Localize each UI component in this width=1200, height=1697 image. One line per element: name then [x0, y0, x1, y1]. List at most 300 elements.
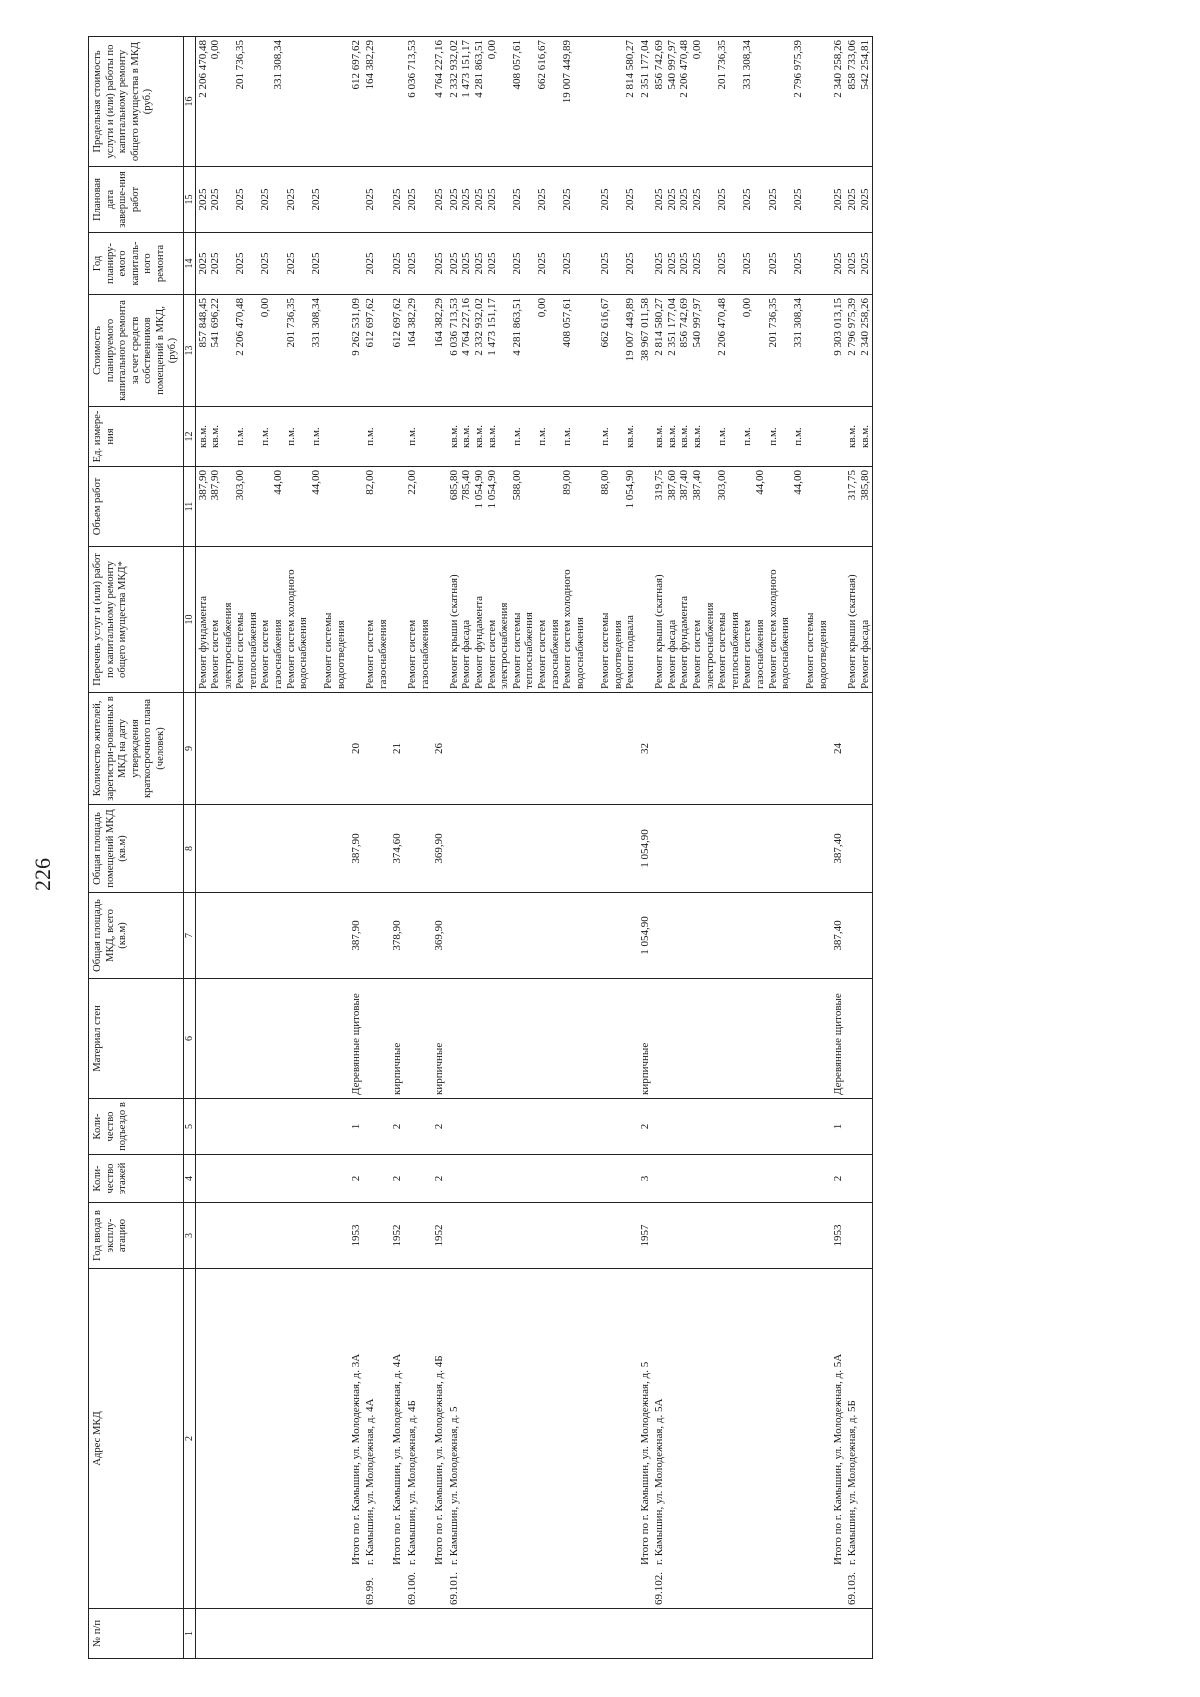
cell-line [498, 410, 511, 463]
cell-line: 2 206 470,48 [234, 298, 247, 356]
wall-material: кирпичные [432, 979, 447, 1099]
cell-line: 2 814 580,27 [624, 40, 637, 98]
cell-line [574, 236, 587, 291]
cell-line: Ремонт систем газоснабжения [259, 619, 285, 689]
cell-line [754, 236, 767, 291]
cell-line: кв.м. [460, 425, 473, 448]
cell-line [549, 236, 562, 291]
cell-line: 2025 [406, 188, 418, 211]
cell-line: 19 007 449,89 [561, 40, 574, 104]
cell-line: 6 036 713,53 [447, 298, 460, 356]
planned-cost [638, 295, 653, 407]
works-list [390, 547, 405, 693]
row-number-cell [652, 1609, 830, 1659]
table-row [349, 37, 364, 1659]
cell-line [498, 470, 511, 543]
column-header-11: Объем работ [89, 467, 184, 547]
cell-line: 2025 [406, 252, 418, 275]
total-area [363, 893, 390, 979]
cell-line: 164 382,29 [433, 298, 446, 348]
cell-line: кв.м. [846, 425, 859, 448]
cell-line: 0,00 [485, 40, 498, 60]
address: г. Камышин, ул. Молодежная, д. 4Б [406, 1400, 418, 1565]
cell-line: Ремонт фундамента [678, 595, 691, 689]
address-cell [638, 1269, 653, 1609]
completion-year [405, 167, 432, 233]
cell-line: Ремонт системы теплоснабжения [510, 612, 536, 689]
cell-line: кв.м. [858, 425, 871, 448]
cell-line [574, 470, 587, 543]
cell-line [779, 410, 792, 463]
column-number-9: 9 [183, 693, 195, 805]
total-area [652, 893, 830, 979]
cell-line [704, 470, 717, 543]
cell-line: 164 382,29 [364, 40, 377, 90]
cell-line: 44,00 [272, 470, 285, 495]
unit [195, 407, 349, 467]
column-header-9: Количество жителей, зарегистри-рованных в МКД на дату утверждения краткосрочного плана (человек) [89, 693, 184, 805]
address: Итого по г. Камышин, ул. Молодежная, д. 5 [638, 1361, 651, 1565]
cell-line [767, 470, 780, 543]
completion-year [390, 167, 405, 233]
cell-line: Ремонт систем холодного водоснабжения [284, 569, 310, 689]
cell-line: 2025 [691, 188, 704, 211]
cell-line: Ремонт систем электроснабжения [485, 602, 511, 689]
row-number: 69.103. [846, 1572, 859, 1605]
cell-line: 2025 [653, 252, 666, 275]
column-number-2: 2 [183, 1269, 195, 1609]
cell-line: п.м. [535, 427, 548, 446]
address-cell [390, 1269, 405, 1609]
cell-line: Ремонт системы водоотведения [598, 612, 624, 689]
planned-year [638, 233, 653, 295]
entrances-count: 1 [831, 1099, 846, 1155]
column-header-8: Общая площадь помещений МКД (кв.м) [89, 805, 184, 893]
cell-line: Ремонт фасада [460, 619, 473, 689]
cell-line: 2 796 975,39 [846, 298, 859, 356]
cell-line: 540 997,97 [665, 40, 678, 90]
cell-line [247, 470, 260, 543]
residents-count: 21 [390, 693, 405, 805]
commissioning-year [447, 1203, 638, 1269]
completion-year [363, 167, 390, 233]
cell-line [754, 170, 767, 229]
cell-line: 2025 [846, 188, 859, 211]
table-row [831, 37, 846, 1659]
commissioning-year: 1952 [390, 1203, 405, 1269]
entrances-count [405, 1099, 432, 1155]
column-number-13: 13 [183, 295, 195, 407]
cell-line: 2025 [284, 252, 297, 275]
commissioning-year: 1957 [638, 1203, 653, 1269]
cell-line [498, 236, 511, 291]
cell-line: 857 848,45 [196, 298, 209, 348]
cell-line: 0,00 [691, 40, 704, 60]
cell-line: кв.м. [472, 425, 485, 448]
cell-line: 2025 [535, 188, 548, 211]
cell-line [285, 40, 298, 163]
residents-count [195, 693, 349, 805]
cell-line: 0,00 [209, 40, 222, 60]
cell-line: п.м. [716, 427, 729, 446]
limit-cost [363, 37, 390, 167]
cell-line: 2025 [653, 188, 666, 211]
total-area: 369,90 [432, 893, 447, 979]
cell-line: 2025 [391, 188, 404, 211]
cell-line [222, 236, 235, 291]
cell-line [586, 298, 599, 403]
premises-area [845, 805, 873, 893]
cell-line [523, 170, 536, 229]
planned-year [363, 233, 390, 295]
cell-line [549, 170, 562, 229]
cell-line: Ремонт фундамента [196, 595, 209, 689]
work-volume [638, 467, 653, 547]
cell-line [297, 298, 310, 403]
limit-cost [349, 37, 364, 167]
table-row [845, 37, 873, 1659]
cell-line [704, 170, 717, 229]
cell-line [549, 40, 562, 163]
total-area [845, 893, 873, 979]
cell-line [729, 236, 742, 291]
table-row [390, 37, 405, 1659]
cell-line: Ремонт систем газоснабжения [535, 619, 561, 689]
cell-line [523, 410, 536, 463]
cell-line: 317,75 [846, 470, 859, 501]
cell-line: 858 733,06 [846, 40, 859, 90]
cell-line [222, 40, 235, 163]
work-volume [447, 467, 638, 547]
cell-line: 2 351 177,04 [638, 40, 651, 98]
row-number-cell [831, 1609, 846, 1659]
planned-cost [405, 295, 432, 407]
entrances-count: 2 [390, 1099, 405, 1155]
cell-line: п.м. [561, 427, 574, 446]
cell-line: 2025 [433, 188, 446, 211]
table-row [447, 37, 638, 1659]
floors-count: 2 [432, 1155, 447, 1203]
cell-line [779, 236, 792, 291]
completion-year [447, 167, 638, 233]
cell-line: 9 303 013,15 [831, 298, 844, 356]
column-number-4: 4 [183, 1155, 195, 1203]
commissioning-year [405, 1203, 432, 1269]
planned-year [831, 233, 846, 295]
cell-line: Ремонт систем газоснабжения [406, 619, 431, 689]
cell-line [259, 470, 272, 543]
cell-line [285, 470, 298, 543]
wall-material: кирпичные [638, 979, 653, 1099]
unit [405, 407, 432, 467]
cell-line: 89,00 [561, 470, 574, 495]
wall-material: Деревянные щитовые [349, 979, 364, 1099]
planned-year [845, 233, 873, 295]
cell-line: 542 254,81 [858, 40, 871, 90]
cell-line [612, 410, 625, 463]
cell-line: Ремонт фундамента [472, 595, 485, 689]
cell-line [754, 298, 767, 403]
row-number-cell [195, 1609, 349, 1659]
residents-count [652, 693, 830, 805]
row-number: 69.99. [364, 1577, 377, 1605]
cell-line [523, 470, 536, 543]
premises-area: 387,40 [831, 805, 846, 893]
column-number-11: 11 [183, 467, 195, 547]
cell-line: 0,00 [535, 298, 548, 318]
cell-line [586, 236, 599, 291]
planned-cost [831, 295, 846, 407]
cell-line: кв.м. [196, 425, 209, 448]
row-number-cell [845, 1609, 873, 1659]
cell-line: 2025 [741, 252, 754, 275]
cell-line: п.м. [598, 427, 611, 446]
cell-line: 2025 [460, 188, 473, 211]
cell-line: 38 967 011,58 [638, 298, 651, 361]
cell-line: кв.м. [691, 425, 704, 448]
cell-line: 22,00 [406, 470, 418, 495]
cell-line: 2025 [284, 188, 297, 211]
works-list [195, 547, 349, 693]
cell-line: 2 206 470,48 [678, 40, 691, 98]
cell-line: 2025 [858, 188, 871, 211]
cell-line: 2 814 580,27 [653, 298, 666, 356]
cell-line: 303,00 [234, 470, 247, 501]
cell-line: 662 616,67 [598, 298, 611, 348]
cell-line [247, 298, 260, 403]
cell-line: 387,90 [209, 470, 222, 501]
table-row [652, 37, 830, 1659]
cell-line [297, 410, 310, 463]
cell-line: 2025 [209, 188, 222, 211]
cell-line [297, 470, 310, 543]
cell-line: 2 351 177,04 [665, 298, 678, 356]
address-cell [652, 1269, 830, 1609]
cell-line: 387,90 [196, 470, 209, 501]
cell-line: 2025 [624, 188, 637, 211]
floors-count: 2 [390, 1155, 405, 1203]
work-volume [363, 467, 390, 547]
cell-line [310, 40, 323, 163]
cell-line: 2025 [716, 252, 729, 275]
planned-cost [447, 295, 638, 407]
planned-cost [349, 295, 364, 407]
column-header-16: Предельная стоимость услуги и (или) работы по капитальному ремонту общего имущества в МКД (руб.) [89, 37, 184, 167]
cell-line [574, 40, 587, 163]
entrances-count [652, 1099, 830, 1155]
cell-line [297, 236, 310, 291]
row-number-cell [363, 1609, 390, 1659]
address-cell [831, 1269, 846, 1609]
cell-line: 785,40 [460, 470, 473, 501]
wall-material [447, 979, 638, 1099]
column-number-14: 14 [183, 233, 195, 295]
cell-line [729, 298, 742, 403]
cell-line [792, 550, 805, 689]
planned-year [195, 233, 349, 295]
limit-cost [845, 37, 873, 167]
cell-line [586, 470, 599, 543]
cell-line: 2025 [309, 252, 322, 275]
cell-line: 662 616,67 [535, 40, 548, 90]
cell-line: 82,00 [364, 470, 377, 495]
address-cell [447, 1269, 638, 1609]
address: г. Камышин, ул. Молодежная, д. 5А [653, 1398, 666, 1565]
address-cell [405, 1269, 432, 1609]
commissioning-year [363, 1203, 390, 1269]
wall-material [845, 979, 873, 1099]
unit [349, 407, 364, 467]
work-volume [845, 467, 873, 547]
commissioning-year: 1953 [831, 1203, 846, 1269]
address-cell [845, 1269, 873, 1609]
entrances-count: 2 [432, 1099, 447, 1155]
cell-line: п.м. [259, 427, 272, 446]
cell-line [729, 40, 742, 163]
premises-area: 374,60 [390, 805, 405, 893]
cell-line [549, 470, 562, 543]
cell-line: 0,00 [741, 298, 754, 318]
cell-line [704, 410, 717, 463]
cell-line [272, 170, 285, 229]
floors-count [652, 1155, 830, 1203]
limit-cost [432, 37, 447, 167]
works-list [432, 547, 447, 693]
cell-line: 2 332 932,02 [447, 40, 460, 98]
cell-line: 1 054,90 [472, 470, 485, 509]
page-number: 226 [30, 858, 55, 891]
cell-line [612, 170, 625, 229]
cell-line: кв.м. [485, 425, 498, 448]
works-list [363, 547, 390, 693]
cell-line [247, 236, 260, 291]
work-volume [390, 467, 405, 547]
premises-area [195, 805, 349, 893]
completion-year [652, 167, 830, 233]
cell-line [612, 236, 625, 291]
cell-line: 2025 [234, 252, 247, 275]
cell-line: п.м. [284, 427, 297, 446]
cell-line: Ремонт системы водоотведения [804, 612, 829, 689]
column-header-13: Стоимость планируемого капитального ремонта за счет средств собственников помещений в МКД, (руб.) [89, 295, 184, 407]
cell-line: 201 736,35 [284, 298, 297, 348]
residents-count: 26 [432, 693, 447, 805]
limit-cost [447, 37, 638, 167]
cell-line: 88,00 [598, 470, 611, 495]
cell-line: 2025 [485, 188, 498, 211]
total-area: 1 054,90 [638, 893, 653, 979]
cell-line [741, 470, 754, 543]
works-list [638, 547, 653, 693]
cell-line: 2025 [535, 252, 548, 275]
column-header-1: № п/п [89, 1609, 184, 1659]
cell-line [586, 40, 599, 163]
row-number: 69.102. [653, 1572, 666, 1605]
cell-line: 541 696,22 [209, 298, 222, 348]
commissioning-year [652, 1203, 830, 1269]
cell-line: 408 057,61 [510, 40, 523, 90]
floors-count [447, 1155, 638, 1203]
cell-line: 164 382,29 [406, 298, 418, 348]
completion-year [195, 167, 349, 233]
cell-line: Ремонт фасада [858, 619, 871, 689]
cell-line: Ремонт систем электроснабжения [209, 602, 234, 689]
cell-line: 2025 [665, 252, 678, 275]
limit-cost [831, 37, 846, 167]
column-number-16: 16 [183, 37, 195, 167]
cell-line: 2025 [196, 188, 209, 211]
completion-year [831, 167, 846, 233]
cell-line: 2025 [624, 252, 637, 275]
cell-line: 2025 [460, 252, 473, 275]
column-header-15: Плановая дата заверше-ния работ [89, 167, 184, 233]
completion-year [845, 167, 873, 233]
cell-line: 2025 [766, 252, 779, 275]
column-number-1: 1 [183, 1609, 195, 1659]
address: Итого по г. Камышин, ул. Молодежная, д. 4Б [433, 1355, 446, 1565]
cell-line: 6 036 713,53 [406, 40, 418, 98]
cell-line [729, 410, 742, 463]
cell-line [586, 170, 599, 229]
cell-line [297, 40, 310, 163]
cell-line [574, 410, 587, 463]
cell-line: 2025 [831, 252, 844, 275]
limit-cost [638, 37, 653, 167]
cell-line [574, 170, 587, 229]
planned-year [652, 233, 830, 295]
cell-line: Ремонт систем холодного водоснабжения [561, 569, 586, 689]
work-volume [432, 467, 447, 547]
cell-line: 2025 [791, 252, 804, 275]
unit [652, 407, 830, 467]
row-number-cell [405, 1609, 432, 1659]
address: Итого по г. Камышин, ул. Молодежная, д. 4А [391, 1353, 404, 1565]
works-list [405, 547, 432, 693]
cell-line [498, 298, 511, 403]
cell-line: 540 997,97 [691, 298, 704, 348]
cell-line: 201 736,35 [716, 40, 729, 90]
entrances-count [845, 1099, 873, 1155]
cell-line [297, 170, 310, 229]
cell-line: 1 054,90 [624, 470, 637, 509]
cell-line: п.м. [510, 427, 523, 446]
row-number-cell [432, 1609, 447, 1659]
cell-line [247, 170, 260, 229]
cell-line: 331 308,34 [741, 40, 754, 90]
cell-line [310, 550, 323, 689]
table-row [405, 37, 432, 1659]
cell-line: п.м. [309, 427, 322, 446]
cell-line: п.м. [406, 427, 418, 446]
floors-count [195, 1155, 349, 1203]
premises-area: 387,90 [349, 805, 364, 893]
column-number-6: 6 [183, 979, 195, 1099]
cell-line [767, 40, 780, 163]
residents-count [447, 693, 638, 805]
cell-line: 1 473 151,17 [485, 298, 498, 356]
address: г. Камышин, ул. Молодежная, д. 4А [364, 1398, 377, 1565]
unit [638, 407, 653, 467]
commissioning-year: 1953 [349, 1203, 364, 1269]
cell-line: 2025 [510, 188, 523, 211]
cell-line [222, 298, 235, 403]
floors-count: 3 [638, 1155, 653, 1203]
unit [432, 407, 447, 467]
repair-plan-table [88, 36, 873, 1659]
cell-line [222, 170, 235, 229]
column-number-5: 5 [183, 1099, 195, 1155]
row-number: 69.100. [406, 1572, 418, 1605]
